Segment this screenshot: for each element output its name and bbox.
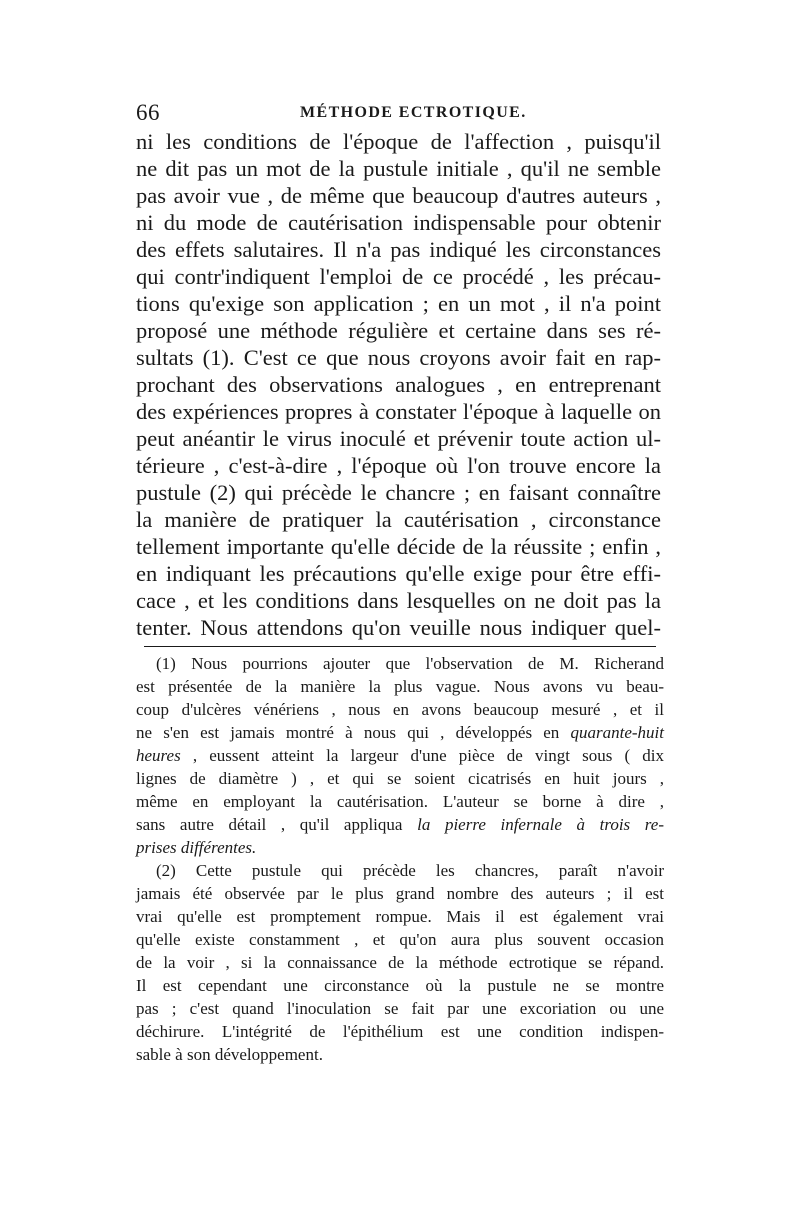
- main-text: [136, 128, 661, 641]
- text-line: tions qu'exige son application ; en un mot , il n'a point: [136, 291, 661, 316]
- text-line: la manière de pratiquer la cautérisation , circonstance: [136, 507, 661, 532]
- footnote-line: même en employant la cautérisation. L'auteur se borne à dire ,: [136, 792, 664, 811]
- footnote-text: ne s'en est jamais montré à nous qui , développés en: [136, 723, 571, 742]
- footnote-separator: [144, 646, 656, 647]
- text-line: des expériences propres à constater l'époque à laquelle on: [136, 399, 661, 424]
- text-line: cace , et les conditions dans lesquelles on ne doit pas la: [136, 588, 661, 613]
- text-line: pustule (2) qui précède le chancre ; en faisant connaître: [136, 480, 661, 505]
- text-line: en indiquant les précautions qu'elle exige pour être effi-: [136, 561, 661, 586]
- text-line: peut anéantir le virus inoculé et prévenir toute action ul-: [136, 426, 661, 451]
- footnote-italic-text: heures: [136, 746, 181, 765]
- footnote-italic-text: quarante-huit: [570, 723, 664, 742]
- text-line: ne dit pas un mot de la pustule initiale , qu'il ne semble: [136, 156, 661, 181]
- footnote-line: est présentée de la manière la plus vague. Nous avons vu beau-: [136, 677, 664, 696]
- footnote-line: [136, 744, 664, 767]
- footnote-line: jamais été observée par le plus grand nombre des auteurs ; il est: [136, 884, 664, 903]
- footnote-line: lignes de diamètre ) , et qui se soient cicatrisés en huit jours ,: [136, 769, 664, 788]
- footnote-line: [136, 813, 664, 836]
- text-line: tenter. Nous attendons qu'on veuille nous indiquer quel-: [136, 615, 661, 640]
- footnote-line: coup d'ulcères vénériens , nous en avons beaucoup mesuré , et il: [136, 700, 664, 719]
- text-line: ni du mode de cautérisation indispensable pour obtenir: [136, 210, 661, 235]
- text-line: sultats (1). C'est ce que nous croyons avoir fait en rap-: [136, 345, 661, 370]
- text-line: qui contr'indiquent l'emploi de ce procédé , les précau-: [136, 264, 661, 289]
- footnote-line: vrai qu'elle est promptement rompue. Mais il est également vrai: [136, 907, 664, 926]
- text-line: térieure , c'est-à-dire , l'époque où l'on trouve encore la: [136, 453, 661, 478]
- footnote-line: [136, 721, 664, 744]
- text-line: des effets salutaires. Il n'a pas indiqué les circonstances: [136, 237, 661, 262]
- text-line: tellement importante qu'elle décide de la réussite ; enfin ,: [136, 534, 661, 559]
- running-title: MÉTHODE ECTROTIQUE.: [300, 104, 527, 121]
- footnote-line: déchirure. L'intégrité de l'épithélium est une condition indispen-: [136, 1022, 664, 1041]
- footnote-line: sable à son développement.: [136, 1045, 323, 1064]
- footnote-line: pas ; c'est quand l'inoculation se fait par une excoriation ou une: [136, 999, 664, 1018]
- footnote-line: de la voir , si la connaissance de la méthode ectrotique se répand.: [136, 953, 664, 972]
- footnote-line: (1) Nous pourrions ajouter que l'observation de M. Richerand: [156, 654, 664, 673]
- text-line: ni les conditions de l'époque de l'affection , puisqu'il: [136, 129, 661, 154]
- footnotes: [136, 652, 664, 1066]
- footnote-line: prises différentes.: [136, 838, 257, 857]
- text-line: pas avoir vue , de même que beaucoup d'autres auteurs ,: [136, 183, 661, 208]
- footnote-line: qu'elle existe constamment , et qu'on aura plus souvent occasion: [136, 930, 664, 949]
- footnote-line: (2) Cette pustule qui précède les chancres, paraît n'avoir: [156, 861, 664, 880]
- footnote-1: [136, 652, 664, 859]
- footnote-line: Il est cependant une circonstance où la pustule ne se montre: [136, 976, 664, 995]
- text-line: prochant des observations analogues , en entreprenant: [136, 372, 661, 397]
- footnote-2: [136, 859, 664, 1066]
- footnote-text: sans autre détail , qu'il appliqua: [136, 815, 418, 834]
- footnote-italic-text: la pierre infernale à trois re-: [417, 815, 664, 834]
- footnote-text: , eussent atteint la largeur d'une pièce de vingt sous ( dix: [180, 746, 664, 765]
- page-number: 66: [136, 100, 160, 125]
- text-line: proposé une méthode régulière et certaine dans ses ré-: [136, 318, 661, 343]
